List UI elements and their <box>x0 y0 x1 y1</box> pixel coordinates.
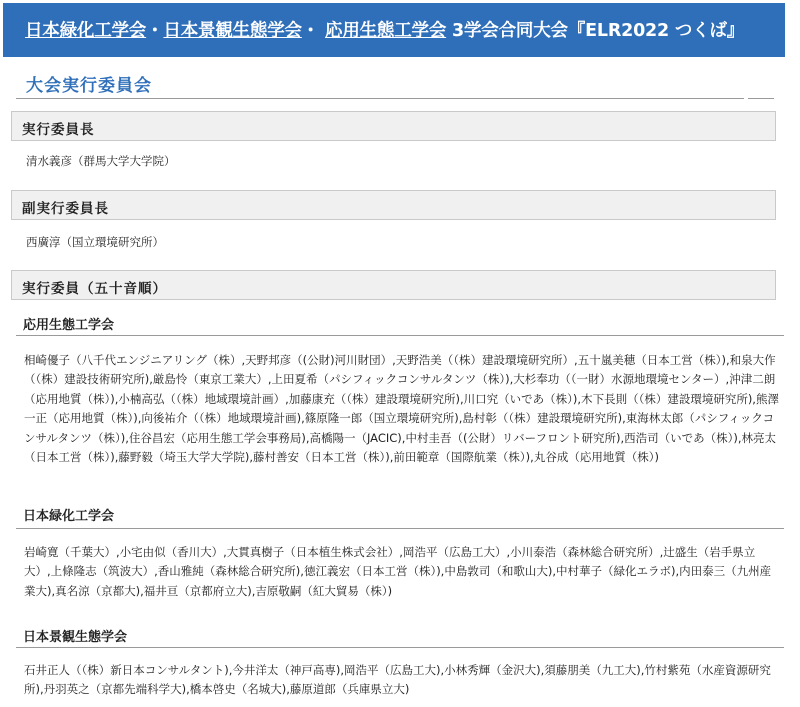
header-separator: ・ <box>301 21 326 41</box>
group-heading-greening: 日本緑化工学会 <box>23 509 115 524</box>
section-heading-text: 実行委員長 <box>22 122 95 138</box>
section-heading-vice-chair <box>11 190 776 220</box>
vice-chair-person: 西廣淳（国立環境研究所） <box>26 235 164 249</box>
society-link-ecology-engineering[interactable]: 応用生態工学会 <box>325 21 447 41</box>
title-divider-short <box>748 98 774 99</box>
header-separator: ・ <box>146 21 164 41</box>
section-heading-members <box>11 270 776 300</box>
group-divider <box>16 528 784 529</box>
title-divider <box>16 98 744 99</box>
section-heading-text: 副実行委員長 <box>22 201 109 217</box>
group-members-greening: 岩崎寛（千葉大）,小宅由似（香川大）,大貫真樹子（日本植生株式会社）,岡浩平（広島工大）,小川泰浩（森林総合研究所）,辻盛生（岩手県立大）,上條隆志（筑波大）,香山雅純（森林総合研究所),徳江義宏（日本工営（株）),中島敦司（和歌山大),中村華子（緑化エラボ),内田泰三（九州産業大),真名涼（京都大),福井亘（京都府立大),吉原敬嗣（紅大貿易（株）) <box>24 545 772 598</box>
section-heading-chair <box>11 111 776 141</box>
page-title: 大会実行委員会 <box>26 76 152 96</box>
group-members-landscape-ecology: 石井正人（（株）新日本コンサルタント),今井洋太（神戸高専),岡浩平（広島工大),小林秀輝（金沢大),須藤朋美（九工大),竹村紫苑（水産資源研究所),丹羽英之（京都先端科学大),橋本啓史（名城大),藤原道郎（兵庫県立大) <box>24 663 771 697</box>
group-heading-landscape-ecology: 日本景観生態学会 <box>23 630 128 645</box>
chair-person: 清水義彦（群馬大学大学院） <box>26 154 176 168</box>
group-divider <box>16 647 784 648</box>
society-link-landscape-ecology[interactable]: 日本景観生態学会 <box>163 21 302 41</box>
society-link-greening[interactable]: 日本緑化工学会 <box>25 21 147 41</box>
group-heading-ecology-engineering: 応用生態工学会 <box>23 318 115 333</box>
group-members-ecology-engineering: 相崎優子（八千代エンジニアリング（株）,天野邦彦（(公財)河川財団）,天野浩美（（株）建設環境研究所）,五十嵐美穂（日本工営（株）),和泉大作（（株）建設技術研究所),厳島怜（東京工業大）,上田夏希（パシフィックコンサルタンツ（株）),大杉奉功（（一財）水源地環境センター）,沖津二朗（応用地質（株）),小楠高弘（（株）地域環境計画）,加藤康充（（株）建設環境研究所),川口究（いであ（株）),木下長則（（株）建設環境研究所),熊澤一正（応用地質（株）),向後祐介（（株）地域環境計画),篠原隆一郎（国立環境研究所),島村彰（（株）建設環境研究所),東海林太郎（パシフィックコンサルタンツ（株）),住谷昌宏（応用生態工学会事務局),高橋陽一（JACIC),中村圭吾（(公財）リバーフロント研究所),西浩司（いであ（株）),林亮太（日本工営（株）),藤野毅（埼玉大学大学院),藤村善安（日本工営（株）),前田範章（国際航業（株）),丸谷成（応用地質（株）) <box>24 353 779 465</box>
group-divider <box>16 335 784 336</box>
header-title <box>25 17 744 42</box>
section-heading-text: 実行委員（五十音順） <box>22 281 167 297</box>
header-title-suffix: 3学会合同大会『ELR2022 つくば』 <box>446 21 745 41</box>
site-header <box>3 3 785 57</box>
